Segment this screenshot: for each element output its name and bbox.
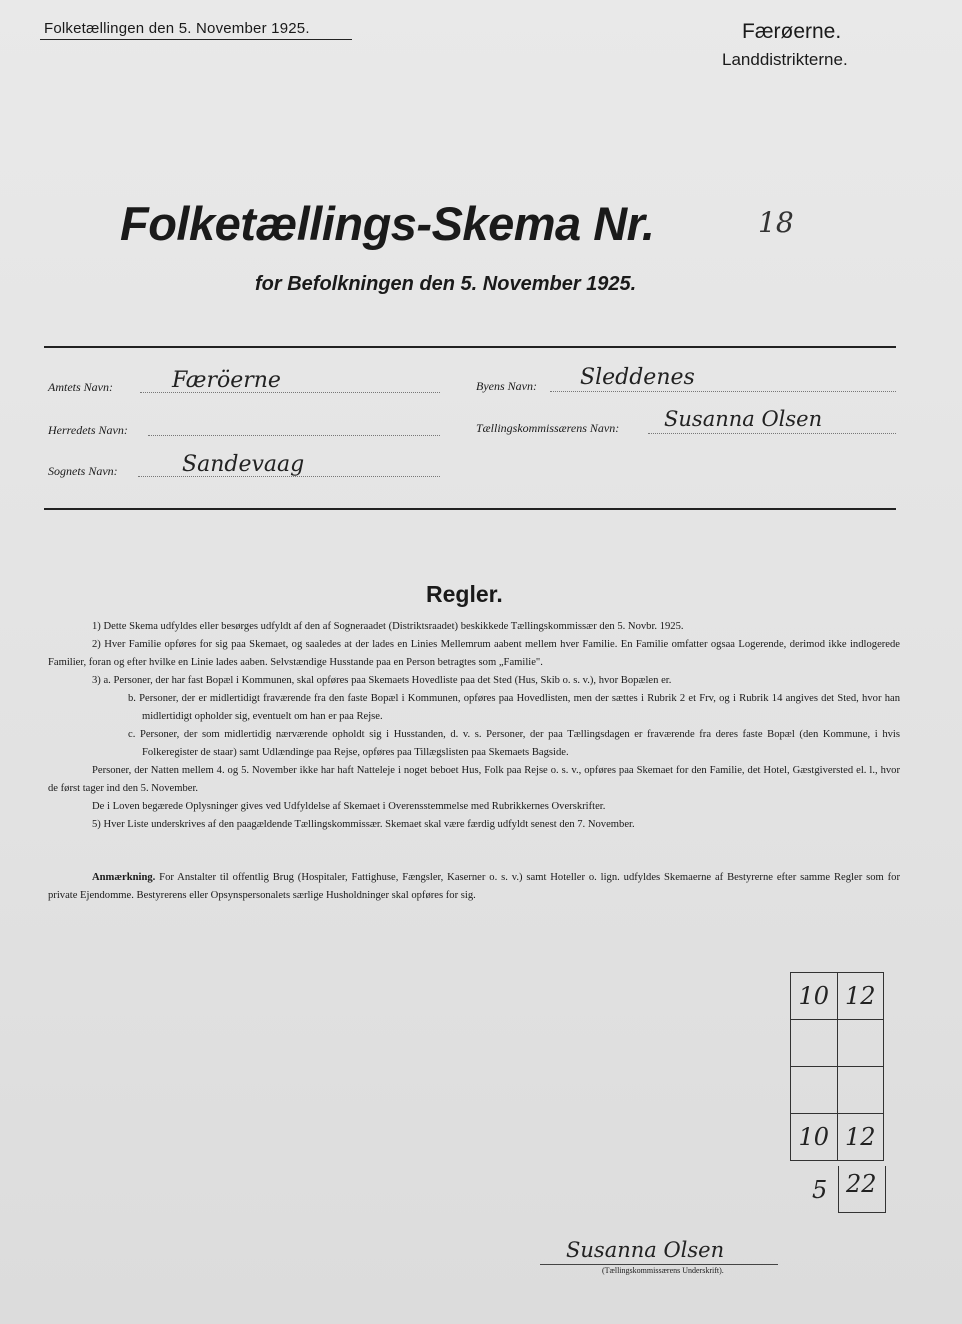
amt-label: Amtets Navn:: [48, 380, 113, 394]
tally-cell: 12: [837, 1114, 884, 1161]
rule-3a: 3) a. Personer, der har fast Bopæl i Kommunen, skal opføres paa Skemaets Hovedliste paa det Sted (Hus, Skib o. s. v.), hvor Bopælen er.: [92, 675, 672, 686]
tally-cell: 12: [837, 973, 884, 1020]
note-text: For Anstalter til offentlig Brug (Hospitaler, Fattighuse, Fængsler, Kaserner o. s. v.) samt Hoteller o. lign. udfyldes Skemaerne af Bestyrerne efter samme Regler som for private Ejendomme. Bestyrerens eller Opsynspersonalets særlige Husholdninger skal opføres for sig.: [48, 872, 900, 901]
signature-line: [540, 1264, 778, 1265]
form-title: Folketællings-Skema Nr.: [120, 197, 655, 250]
form-number: 18: [758, 206, 794, 239]
tally-cell: 10: [791, 1114, 838, 1161]
kommissaer-value: Susanna Olsen: [664, 407, 823, 431]
rule-3d: Personer, der Natten mellem 4. og 5. November ikke har haft Natteleje i noget beboet Hus, Folk paa Rejse o. s. v., opføres paa Skemaet for den Familie, det Hotel, Gæstgiversted el. l., hvor de først tager ind den 5. November.: [48, 765, 900, 794]
tally-row: [791, 1020, 884, 1067]
tally-cell: 10: [791, 973, 838, 1020]
rules-text: [48, 618, 900, 834]
note: [48, 869, 900, 905]
kommissaer-line: [648, 433, 896, 434]
top-divider: [44, 346, 896, 348]
rule-1: 1) Dette Skema udfyldes eller besørges udfyldt af den af Sogneraadet (Distriktsraadet) beskikkede Tællingskommissær den 5. Novbr. 1925.: [92, 621, 684, 632]
header-left: Folketællingen den 5. November 1925.: [44, 20, 310, 37]
by-line: [550, 391, 896, 392]
header-underline: [40, 39, 352, 40]
rules-heading: Regler.: [426, 581, 503, 607]
sogn-label: Sognets Navn:: [48, 464, 118, 478]
tally-cell: [791, 1020, 838, 1067]
by-value: Sleddenes: [580, 365, 695, 390]
rule-4: De i Loven begærede Oplysninger gives ved Udfyldelse af Skemaet i Overensstemmelse med Rubrikkernes Overskrifter.: [92, 801, 606, 812]
kommissaer-label: Tællingskommissærens Navn:: [476, 421, 620, 435]
form-subtitle: for Befolkningen den 5. November 1925.: [255, 273, 637, 295]
tally-row: [791, 1114, 884, 1161]
signature: Susanna Olsen: [566, 1238, 725, 1262]
rule-5: 5) Hver Liste underskrives af den paagældende Tællingskommissær. Skemaet skal være færdig udfyldt senest den 7. November.: [92, 819, 635, 830]
sogn-value: Sandevaag: [182, 452, 305, 477]
tally-extra-right: 22: [846, 1170, 877, 1198]
tally-table: [790, 972, 884, 1161]
tally-row: [791, 1067, 884, 1114]
signature-caption: (Tællingskommissærens Underskrift).: [602, 1266, 724, 1275]
by-label: Byens Navn:: [476, 379, 537, 393]
header-region: Færøerne.: [742, 20, 842, 43]
tally-cell: [837, 1020, 884, 1067]
herred-line: [148, 435, 440, 436]
tally-cell: [791, 1067, 838, 1114]
herred-label: Herredets Navn:: [48, 423, 128, 437]
amt-value: Færöerne: [172, 368, 281, 393]
tally-cell: [837, 1067, 884, 1114]
header-district: Landdistrikterne.: [722, 50, 848, 69]
rule-3b: b. Personer, der er midlertidigt fraværende fra den faste Bopæl i Kommunen, opføres paa Hovedlisten, men der sættes i Rubrik 2 et Frv, og i Rubrik 14 angives det Sted, hvor han midlertidigt opholder sig, eventuelt om han er paa Rejse.: [128, 693, 900, 722]
tally-extra-left: 5: [812, 1176, 828, 1204]
bottom-divider: [44, 508, 896, 510]
tally-row: [791, 973, 884, 1020]
rule-2: 2) Hver Familie opføres for sig paa Skemaet, og saaledes at der lades en Linies Mellemrum aabent mellem hver Familie. En Familie omfatter ogsaa Logerende, derimod ikke indlogerede Familier, foran og efter hvilke en Linie lades aaben. Selvstændige Husstande paa en Person betragtes som „Familie".: [48, 639, 900, 668]
note-label: Anmærkning.: [92, 872, 156, 883]
rule-3c: c. Personer, der som midlertidig nærværende opholdt sig i Husstanden, d. v. s. Personer, der paa Tællingsdagen er fraværende fra deres faste Bopæl (den Kommune, i hvis Folkeregister de staar) samt Udlændinge paa Rejse, opføres paa Tillægslisten paa Skemaets Bagside.: [128, 729, 900, 758]
